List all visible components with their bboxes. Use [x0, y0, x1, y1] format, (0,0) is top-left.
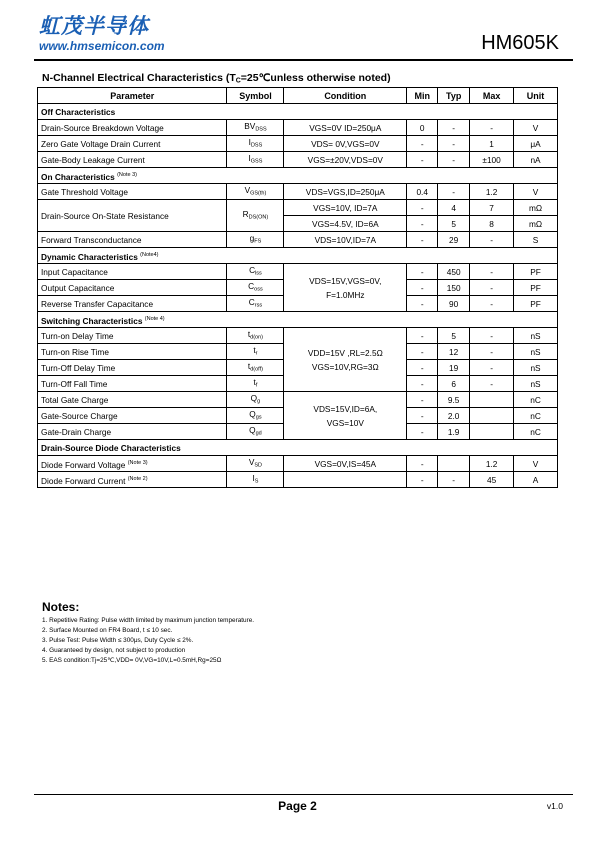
condition-cell: VDD=15V ,RL=2.5Ω VGS=10V,RG=3Ω — [284, 328, 407, 392]
condition-cell: VGS=4.5V, ID=6A — [284, 216, 407, 232]
condition-cell: VGS=0V,IS=45A — [284, 456, 407, 472]
page-number: Page 2 — [278, 799, 317, 813]
param-cell: Output Capacitance — [38, 280, 227, 296]
note-item: 5. EAS condition:Tj=25℃,VDD= 0V,VG=10V,L=0.5mH,Rg=25Ω — [42, 657, 222, 664]
col-header: Min — [407, 88, 438, 104]
symbol-cell: $I_{GSS}$ — [227, 152, 284, 168]
col-header: Unit — [514, 88, 558, 104]
unit-cell: nS — [514, 360, 558, 376]
min-cell: - — [407, 424, 438, 440]
unit-cell: μA — [514, 136, 558, 152]
table-row — [38, 184, 558, 200]
unit-cell: A — [514, 472, 558, 488]
min-cell: - — [407, 296, 438, 312]
typ-cell — [438, 456, 470, 472]
section-row — [38, 248, 558, 264]
typ-cell: 19 — [438, 360, 470, 376]
condition-cell — [284, 472, 407, 488]
section-row — [38, 312, 558, 328]
condition-cell: VDS=15V,ID=6A, VGS=10V — [284, 392, 407, 440]
unit-cell: nC — [514, 424, 558, 440]
min-cell: - — [407, 392, 438, 408]
symbol-cell: $t_r$ — [227, 344, 284, 360]
max-cell: 7 — [470, 200, 514, 216]
typ-cell: - — [438, 120, 470, 136]
symbol-cell: $Q_g$ — [227, 392, 284, 408]
typ-cell: - — [438, 184, 470, 200]
table-row — [38, 152, 558, 168]
unit-cell: S — [514, 232, 558, 248]
min-cell: - — [407, 136, 438, 152]
unit-cell: nS — [514, 328, 558, 344]
footer-divider — [34, 794, 573, 795]
symbol-cell: $V_{GS(th)}$ — [227, 184, 284, 200]
unit-cell: nS — [514, 344, 558, 360]
table-row — [38, 392, 558, 408]
max-cell: - — [470, 120, 514, 136]
max-cell: - — [470, 280, 514, 296]
table-row — [38, 264, 558, 280]
min-cell: 0.4 — [407, 184, 438, 200]
typ-cell: 9.5 — [438, 392, 470, 408]
min-cell: - — [407, 280, 438, 296]
symbol-cell: $C_{rss}$ — [227, 296, 284, 312]
max-cell — [470, 408, 514, 424]
condition-cell: VGS=±20V,VDS=0V — [284, 152, 407, 168]
typ-cell: 1.9 — [438, 424, 470, 440]
unit-cell: nS — [514, 376, 558, 392]
param-cell: Gate Threshold Voltage — [38, 184, 227, 200]
note-item: 1. Repetitive Rating: Pulse width limited by maximum junction temperature. — [42, 617, 255, 624]
symbol-cell: $t_f$ — [227, 376, 284, 392]
table-row — [38, 456, 558, 472]
max-cell: - — [470, 344, 514, 360]
param-cell: Diode Forward Voltage $^{(Note 3)}$ — [38, 456, 227, 472]
min-cell: - — [407, 328, 438, 344]
max-cell: 1.2 — [470, 184, 514, 200]
typ-cell: 12 — [438, 344, 470, 360]
condition-cell: VGS=10V, ID=7A — [284, 200, 407, 216]
min-cell: - — [407, 152, 438, 168]
min-cell: - — [407, 472, 438, 488]
section-row — [38, 440, 558, 456]
max-cell — [470, 392, 514, 408]
min-cell: - — [407, 344, 438, 360]
param-cell: Gate-Source Charge — [38, 408, 227, 424]
max-cell: - — [470, 296, 514, 312]
symbol-cell: $t_{d(off)}$ — [227, 360, 284, 376]
company-url: www.hmsemicon.com — [39, 39, 165, 53]
table-row — [38, 328, 558, 344]
symbol-cell: $R_{DS(ON)}$ — [227, 200, 284, 232]
table-row — [38, 120, 558, 136]
typ-cell: 90 — [438, 296, 470, 312]
symbol-cell: $BV_{DSS}$ — [227, 120, 284, 136]
typ-cell: - — [438, 472, 470, 488]
symbol-cell: $I_{DSS}$ — [227, 136, 284, 152]
symbol-cell: $C_{lss}$ — [227, 264, 284, 280]
condition-cell: VDS=15V,VGS=0V, F=1.0MHz — [284, 264, 407, 312]
unit-cell: PF — [514, 280, 558, 296]
max-cell: - — [470, 264, 514, 280]
max-cell: 1.2 — [470, 456, 514, 472]
unit-cell: V — [514, 456, 558, 472]
min-cell: - — [407, 408, 438, 424]
typ-cell: 5 — [438, 216, 470, 232]
typ-cell: 6 — [438, 376, 470, 392]
max-cell: - — [470, 328, 514, 344]
note-item: 4. Guaranteed by design, not subject to production — [42, 647, 186, 654]
min-cell: - — [407, 200, 438, 216]
note-item: 3. Pulse Test: Pulse Width ≤ 300μs, Duty Cycle ≤ 2%. — [42, 637, 194, 644]
min-cell: - — [407, 216, 438, 232]
max-cell: 8 — [470, 216, 514, 232]
unit-cell: V — [514, 184, 558, 200]
unit-cell: PF — [514, 296, 558, 312]
unit-cell: V — [514, 120, 558, 136]
notes-title: Notes: — [42, 600, 80, 614]
section-row — [38, 104, 558, 120]
col-header: Max — [470, 88, 514, 104]
col-header: Symbol — [227, 88, 284, 104]
table-header-row — [38, 88, 558, 104]
typ-cell: 450 — [438, 264, 470, 280]
min-cell: - — [407, 456, 438, 472]
part-number: HM605K — [481, 32, 559, 54]
section-dynamic: Dynamic Characteristics $^{(Note4)}$ — [38, 248, 558, 264]
max-cell: - — [470, 360, 514, 376]
note-item: 2. Surface Mounted on FR4 Board, t ≤ 10 sec. — [42, 627, 173, 634]
table-row — [38, 232, 558, 248]
table-title: N-Channel Electrical Characteristics ($T_C=25℃unless$ otherwise noted) — [42, 72, 391, 85]
company-logo — [39, 14, 165, 53]
param-cell: Turn-on Delay Time — [38, 328, 227, 344]
symbol-cell: $t_{d(on)}$ — [227, 328, 284, 344]
unit-cell: nC — [514, 408, 558, 424]
symbol-cell: $I_S$ — [227, 472, 284, 488]
condition-cell: VDS= 0V,VGS=0V — [284, 136, 407, 152]
version-label: v1.0 — [546, 801, 563, 811]
param-cell: Drain-Source On-State Resistance — [38, 200, 227, 232]
symbol-cell: $Q_{gd}$ — [227, 424, 284, 440]
param-cell: Forward Transconductance — [38, 232, 227, 248]
symbol-cell: $V_{SD}$ — [227, 456, 284, 472]
typ-cell: 4 — [438, 200, 470, 216]
typ-cell: - — [438, 136, 470, 152]
param-cell: Gate-Drain Charge — [38, 424, 227, 440]
typ-cell: 29 — [438, 232, 470, 248]
param-cell: Diode Forward Current $^{(Note 2)}$ — [38, 472, 227, 488]
param-cell: Turn-Off Fall Time — [38, 376, 227, 392]
section-diode: Drain-Source Diode Characteristics — [38, 440, 558, 456]
typ-cell: 2.0 — [438, 408, 470, 424]
param-cell: Total Gate Charge — [38, 392, 227, 408]
param-cell: Turn-Off Delay Time — [38, 360, 227, 376]
symbol-cell: $C_{oss}$ — [227, 280, 284, 296]
symbol-cell: $g_{FS}$ — [227, 232, 284, 248]
max-cell — [470, 424, 514, 440]
condition-cell: VDS=10V,ID=7A — [284, 232, 407, 248]
electrical-characteristics-table — [37, 87, 558, 488]
notes-list — [42, 616, 254, 666]
param-cell: Input Capacitance — [38, 264, 227, 280]
param-cell: Zero Gate Voltage Drain Current — [38, 136, 227, 152]
table-row — [38, 200, 558, 216]
max-cell: ±100 — [470, 152, 514, 168]
col-header: Condition — [284, 88, 407, 104]
unit-cell: nC — [514, 392, 558, 408]
condition-cell: VGS=0V ID=250μA — [284, 120, 407, 136]
header-divider — [34, 59, 573, 61]
section-row — [38, 168, 558, 184]
section-on: On Characteristics $^{(Note 3)}$ — [38, 168, 558, 184]
unit-cell: mΩ — [514, 200, 558, 216]
unit-cell: PF — [514, 264, 558, 280]
param-cell: Turn-on Rise Time — [38, 344, 227, 360]
condition-cell: VDS=VGS,ID=250μA — [284, 184, 407, 200]
col-header: Typ — [438, 88, 470, 104]
param-cell: Gate-Body Leakage Current — [38, 152, 227, 168]
max-cell: - — [470, 232, 514, 248]
table-row — [38, 472, 558, 488]
min-cell: - — [407, 360, 438, 376]
param-cell: Reverse Transfer Capacitance — [38, 296, 227, 312]
section-switching: Switching Characteristics $^{(Note 4)}$ — [38, 312, 558, 328]
unit-cell: mΩ — [514, 216, 558, 232]
typ-cell: 5 — [438, 328, 470, 344]
company-name-cn: 虹茂半导体 — [39, 14, 149, 38]
unit-cell: nA — [514, 152, 558, 168]
max-cell: 1 — [470, 136, 514, 152]
max-cell: - — [470, 376, 514, 392]
min-cell: - — [407, 376, 438, 392]
table-row — [38, 136, 558, 152]
max-cell: 45 — [470, 472, 514, 488]
section-off: Off Characteristics — [38, 104, 558, 120]
min-cell: - — [407, 264, 438, 280]
min-cell: - — [407, 232, 438, 248]
param-cell: Drain-Source Breakdown Voltage — [38, 120, 227, 136]
col-header: Parameter — [38, 88, 227, 104]
typ-cell: 150 — [438, 280, 470, 296]
min-cell: 0 — [407, 120, 438, 136]
symbol-cell: $Q_{gs}$ — [227, 408, 284, 424]
typ-cell: - — [438, 152, 470, 168]
